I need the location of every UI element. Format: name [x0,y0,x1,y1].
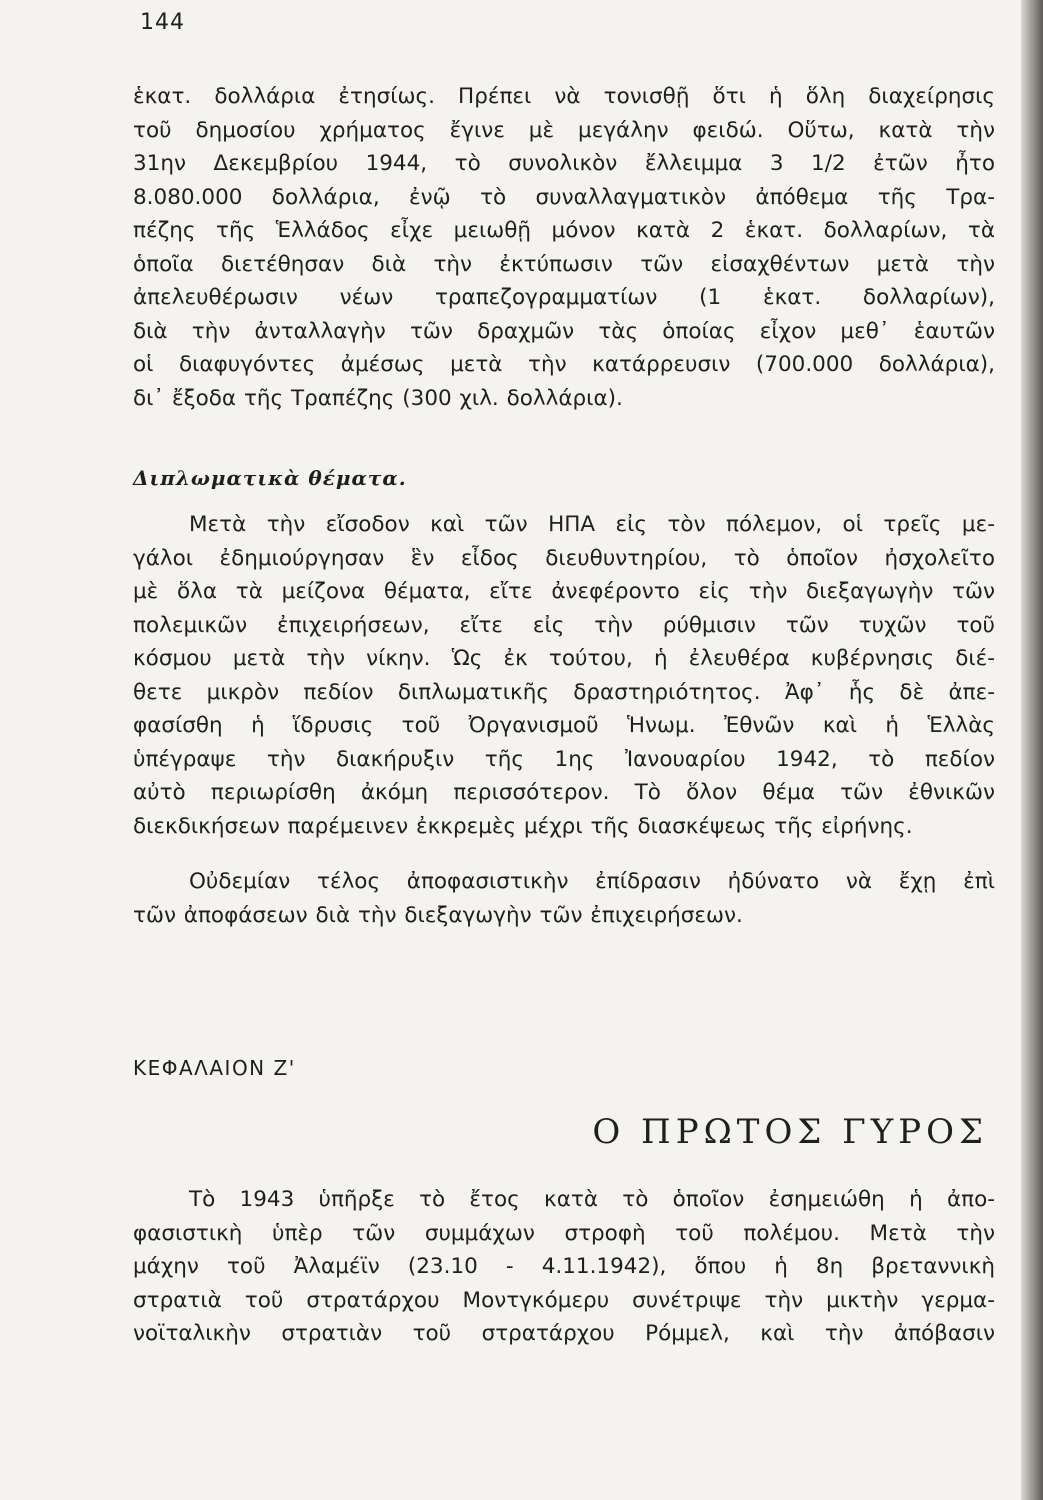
text-line: ἀπελευθέρωσιν νέων τραπεζογραμματίων (1 ἑκατ. δολλαρίων), [133,285,995,310]
text-line: ἑκατ. δολλάρια ἐτησίως. Πρέπει νὰ τονισθῇ ὅτι ἡ ὅλη διαχείρησις [133,84,995,109]
text-line: μὲ ὅλα τὰ μείζονα θέματα, εἴτε ἀνεφέροντο εἰς τὴν διεξαγωγὴν τῶν [133,579,995,604]
paragraph-diplomacy [133,508,995,843]
paragraph-influence [133,865,995,932]
text-line: τοῦ δημοσίου χρήματος ἔγινε μὲ μεγάλην φειδώ. Οὕτω, κατὰ τὴν [133,117,995,143]
text-line: φασίσθη ἡ ἵδρυσις τοῦ Ὀργανισμοῦ Ἡνωμ. Ἐθνῶν καὶ ἡ Ἑλλὰς [133,713,995,738]
text-line: κόσμου μετὰ τὴν νίκην. Ὡς ἐκ τούτου, ἡ ἐλευθέρα κυβέρνησις διέ- [133,646,995,671]
text-line: μάχην τοῦ Ἀλαμέϊν (23.10 - 4.11.1942), ὅπου ἡ 8η βρεταννικὴ [133,1254,995,1279]
text-line: ὁποῖα διετέθησαν διὰ τὴν ἐκτύπωσιν τῶν εἰσαχθέντων μετὰ τὴν [133,251,995,277]
text-line: στρατιὰ τοῦ στρατάρχου Μοντγκόμερυ συνέτριψε τὴν μικτὴν γερμα- [133,1287,995,1313]
text-line: ὑπέγραψε τὴν διακήρυξιν τῆς 1ης Ἰανουαρίου 1942, τὸ πεδίον [133,746,995,772]
text-line: τῶν ἀποφάσεων διὰ τὴν διεξαγωγὴν τῶν ἐπιχειρήσεων. [133,902,743,928]
paragraph-1943 [133,1183,995,1351]
text-line: οἱ διαφυγόντες ἀμέσως μετὰ τὴν κατάρρευσιν (700.000 δολλάρια), [133,352,995,377]
text-line: Μετὰ τὴν εἴσοδον καὶ τῶν ΗΠΑ εἰς τὸν πόλεμον, οἱ τρεῖς με- [189,512,995,537]
book-gutter-edge [1021,0,1043,1500]
chapter-label: ΚΕΦΑΛΑΙΟΝ Ζ' [133,1056,296,1080]
text-line: Οὐδεμίαν τέλος ἀποφασιστικὴν ἐπίδρασιν ἠδύνατο νὰ ἔχῃ ἐπὶ [189,869,995,894]
text-line: 8.080.000 δολλάρια, ἐνῷ τὸ συναλλαγματικὸν ἀπόθεμα τῆς Τρα- [133,184,995,210]
text-line: Τὸ 1943 ὑπῆρξε τὸ ἔτος κατὰ τὸ ὁποῖον ἐσημειώθη ἡ ἀπο- [189,1187,995,1212]
paragraph-budget [133,80,995,415]
text-line: γάλοι ἐδημιούργησαν ἓν εἶδος διευθυντηρίου, τὸ ὁποῖον ἠσχολεῖτο [133,545,995,571]
section-heading: Διπλωματικὰ θέματα. [133,466,407,490]
text-line: αὐτὸ περιωρίσθη ἀκόμη περισσότερον. Τὸ ὅλον θέμα τῶν ἐθνικῶν [133,780,995,805]
text-line: 31ην Δεκεμβρίου 1944, τὸ συνολικὸν ἔλλειμμα 3 1/2 ἐτῶν ἦτο [133,151,995,176]
text-line: νοϊταλικὴν στρατιὰν τοῦ στρατάρχου Ρόμμελ, καὶ τὴν ἀπόβασιν [133,1321,995,1346]
text-line: πολεμικῶν ἐπιχειρήσεων, εἴτε εἰς τὴν ρύθμισιν τῶν τυχῶν τοῦ [133,612,995,638]
text-line: φασιστικὴ ὑπὲρ τῶν συμμάχων στροφὴ τοῦ πολέμου. Μετὰ τὴν [133,1220,995,1246]
text-line: διεκδικήσεων παρέμεινεν ἐκκρεμὲς μέχρι τῆς διασκέψεως τῆς εἰρήνης. [133,813,913,839]
text-line: δι᾽ ἔξοδα τῆς Τραπέζης (300 χιλ. δολλάρια). [133,385,623,411]
chapter-title: Ο ΠΡΩΤΟΣ ΓΥΡΟΣ [592,1112,988,1152]
page-number: 144 [140,10,185,35]
text-line: πέζης τῆς Ἑλλάδος εἶχε μειωθῇ μόνον κατὰ 2 ἑκατ. δολλαρίων, τὰ [133,218,995,243]
text-line: διὰ τὴν ἀνταλλαγὴν τῶν δραχμῶν τὰς ὁποίας εἶχον μεθ᾽ ἑαυτῶν [133,318,995,344]
text-line: θετε μικρὸν πεδίον διπλωματικῆς δραστηριότητος. Ἀφ᾽ ἧς δὲ ἀπε- [133,679,995,705]
